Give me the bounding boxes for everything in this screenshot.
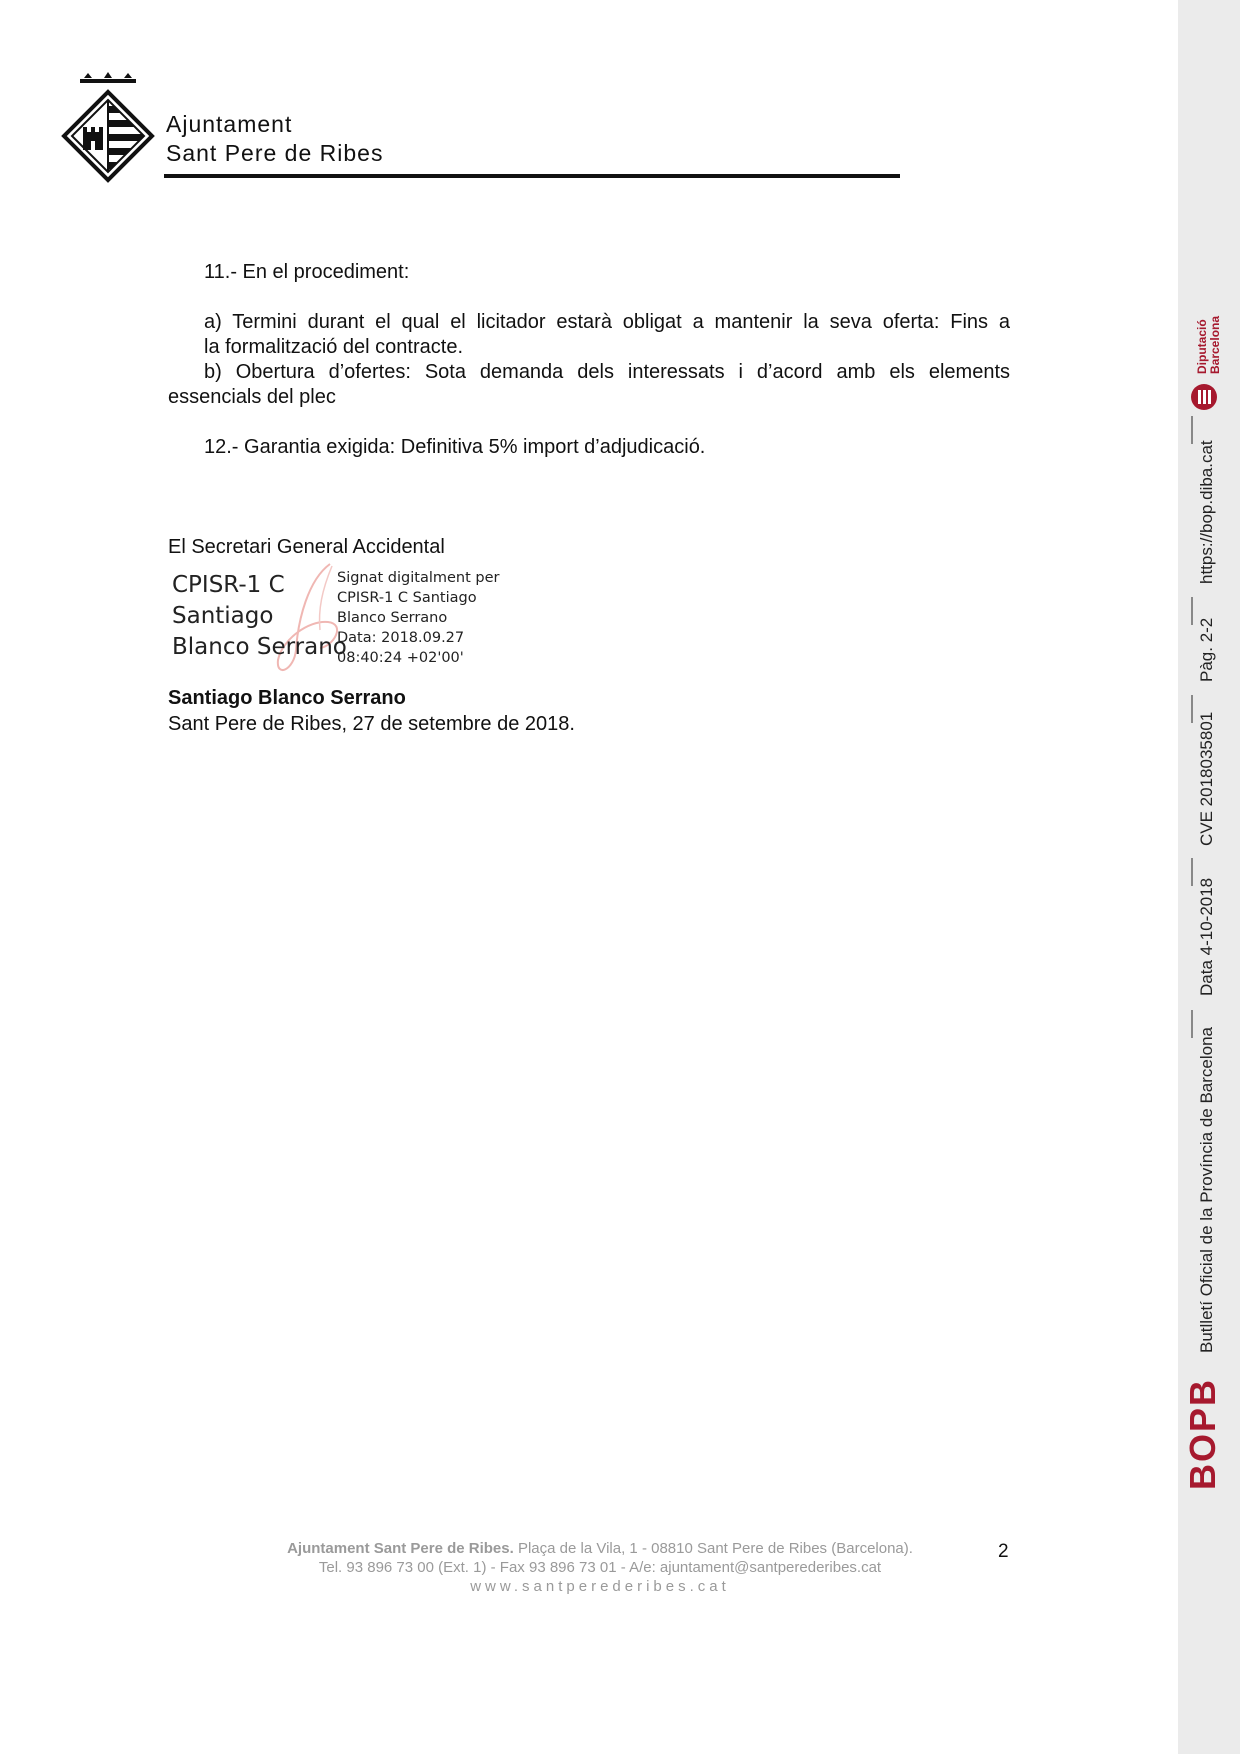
sig-meta-line-4: Data: 2018.09.27 — [337, 630, 465, 646]
organization-name — [166, 110, 383, 168]
sig-name-line-2: Santiago — [172, 603, 274, 629]
item-11-title: 11.- En el procediment: — [204, 261, 410, 283]
digital-signature-metadata — [337, 568, 500, 668]
sidebar-separator — [1191, 858, 1193, 886]
sidebar-bulletin: Butlletí Oficial de la Província de Barcelona — [1197, 1026, 1216, 1353]
header-divider — [164, 174, 900, 178]
footer-address: Plaça de la Vila, 1 - 08810 Sant Pere de Ribes (Barcelona). — [517, 1540, 913, 1557]
page-number: 2 — [998, 1541, 1009, 1562]
sidebar-separator — [1191, 416, 1193, 444]
sidebar-cve: CVE 2018035801 — [1197, 711, 1216, 846]
item-12: 12.- Garantia exigida: Definitiva 5% import d’adjudicació. — [204, 436, 706, 458]
sidebar-url: https://bop.diba.cat — [1197, 440, 1216, 584]
org-line-2: Sant Pere de Ribes — [166, 140, 384, 166]
diputacio-line-2: Barcelona — [1208, 315, 1222, 374]
sidebar-date: Data 4-10-2018 — [1197, 877, 1216, 996]
signer-name: Santiago Blanco Serrano — [168, 687, 406, 709]
footer-contact: Tel. 93 896 73 00 (Ext. 1) - Fax 93 896 73 01 - A/e: ajuntament@santperederibes.cat — [318, 1559, 882, 1576]
footer-website: www.santperederibes.cat — [470, 1578, 730, 1595]
diputacio-logo-text — [1196, 316, 1222, 374]
footer-address-line — [200, 1540, 1000, 1557]
sig-name-line-3: Blanco Serrano — [172, 634, 347, 660]
sidebar-page: Pàg. 2-2 — [1197, 617, 1216, 682]
sidebar-separator — [1191, 695, 1193, 723]
diputacio-logo-icon — [1190, 380, 1218, 414]
org-line-1: Ajuntament — [166, 111, 293, 137]
bopb-logo: BOPB — [1182, 1377, 1223, 1490]
item-11-a-line-1: a) Termini durant el qual el licitador estarà obligat a mantenir la seva oferta: Fins a — [204, 311, 1010, 333]
sig-meta-line-1: Signat digitalment per — [337, 570, 500, 586]
sig-meta-line-5: 08:40:24 +02'00' — [337, 650, 464, 666]
item-11-a-line-2: la formalització del contracte. — [204, 336, 464, 358]
digital-signature-name — [172, 570, 347, 663]
place-and-date: Sant Pere de Ribes, 27 de setembre de 2018. — [168, 713, 575, 735]
item-11-b-line-1: b) Obertura d’ofertes: Sota demanda dels interessats i d’acord amb els elements — [204, 361, 1010, 383]
footer-org: Ajuntament Sant Pere de Ribes. — [287, 1540, 514, 1557]
sidebar-separator — [1191, 1010, 1193, 1038]
sig-meta-line-3: Blanco Serrano — [337, 610, 448, 626]
signer-role: El Secretari General Accidental — [168, 536, 445, 558]
sidebar-separator — [1191, 597, 1193, 625]
diputacio-line-1: Diputació — [1195, 319, 1209, 374]
sig-name-line-1: CPISR-1 C — [172, 572, 285, 598]
municipal-coat-of-arms-icon — [58, 70, 158, 188]
item-11-b-line-2: essencials del plec — [168, 386, 336, 408]
sig-meta-line-2: CPISR-1 C Santiago — [337, 590, 477, 606]
